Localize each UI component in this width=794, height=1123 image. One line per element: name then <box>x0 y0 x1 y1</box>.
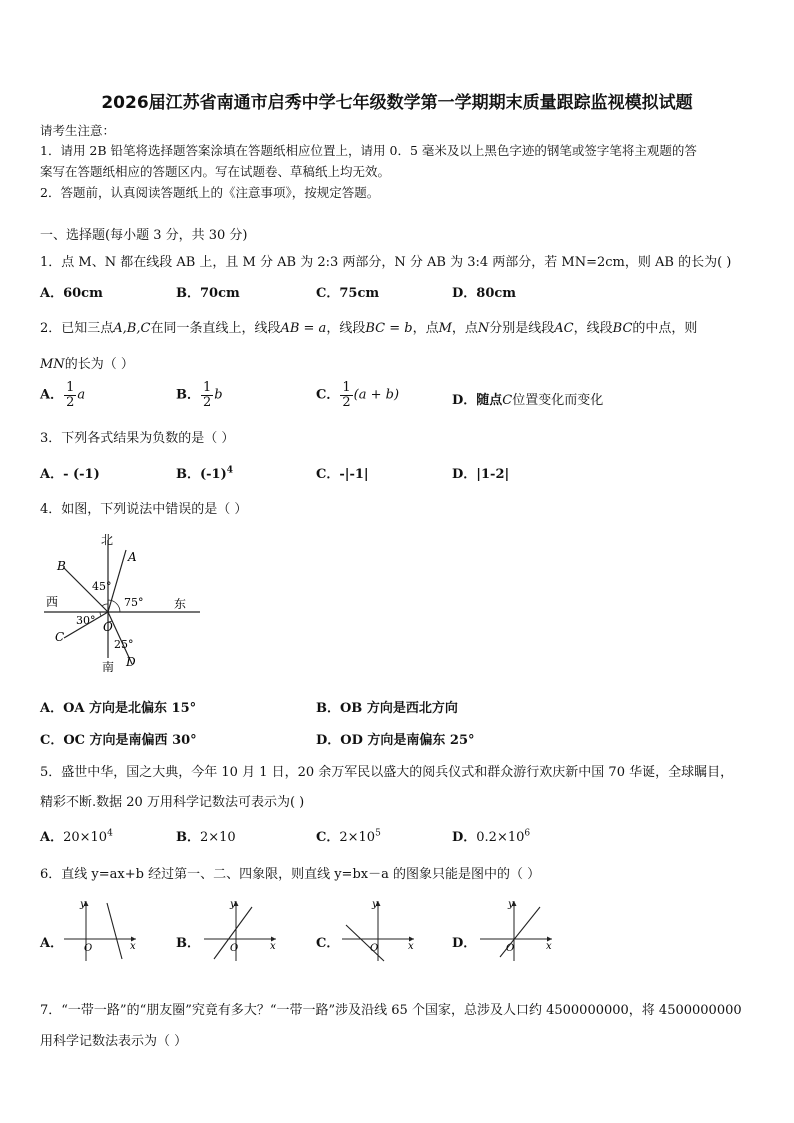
point-d-label: D <box>126 655 136 669</box>
q4-option-c: C．OC 方向是南偏西 30° <box>40 733 197 748</box>
q3-option-a: A．- (-1) <box>40 467 100 482</box>
notice-item-2: 2．答题前，认真阅读答题纸上的《注意事项》，按规定答题。 <box>40 185 380 200</box>
q3-option-d: D．|1-2| <box>452 467 510 482</box>
q5-option-a: A．$20\times 10^4$ <box>40 828 113 845</box>
q2-option-d: D．随点C位置变化而变化 <box>452 393 604 408</box>
q6-graph-d <box>476 895 556 963</box>
q7-stem-line-1: 7．“一带一路”的“朋友圈”究竟有多大？“一带一路”涉及沿线 65 个国家，总涉及人口约 4500000000，将 4500000000 <box>40 1003 742 1018</box>
y-axis-label: y <box>230 899 236 910</box>
q6-stem: 6．直线 y=ax+b 经过第一、二、四象限，则直线 y=bx－a 的图象只能是图中的（ ） <box>40 867 541 882</box>
q4-option-b: B．OB 方向是西北方向 <box>316 701 458 716</box>
angle-45-label: 45° <box>92 580 112 593</box>
q7-stem-line-2: 用科学记数法表示为（ ） <box>40 1034 188 1049</box>
q4-stem: 4．如图，下列说法中错误的是（ ） <box>40 502 248 517</box>
q6-graph-b <box>200 895 280 963</box>
q2-stem-line-2: MN的长为（ ） <box>40 357 134 372</box>
page-title: 2026届江苏省南通市启秀中学七年级数学第一学期期末质量跟踪监视模拟试题 <box>101 93 693 113</box>
q5-option-b: B．2×10 <box>176 830 236 845</box>
q5-option-d: D．$0.2\times 10^6$ <box>452 828 531 845</box>
q1-option-c: C．75cm <box>316 286 380 301</box>
q2-stem: 2．已知三点A,B,C在同一条直线上，线段AB = a，线段BC = b，点M，点N分别是线段AC，线段BC的中点，则 <box>40 321 698 336</box>
origin-o-label: O <box>103 620 113 634</box>
point-a-label: A <box>128 550 137 564</box>
q6-graph-a <box>60 895 140 963</box>
angle-25-label: 25° <box>114 638 134 651</box>
q4-option-a: A．OA 方向是北偏东 15° <box>40 701 197 716</box>
q3-option-b: B．$(-1)^4$ <box>176 465 233 482</box>
angle-arc-45 <box>102 604 108 606</box>
q3-option-c: C．-|-1| <box>316 467 369 482</box>
compass-direction-figure <box>40 530 215 675</box>
q6-option-d-label: D． <box>452 936 477 951</box>
q2-option-b: B． $\frac{1}{2}$ b <box>176 380 223 410</box>
point-c-label: C <box>55 630 65 644</box>
notice-item-1-line-1: 1．请用 2B 铅笔将选择题答案涂填在答题纸相应位置上，请用 0．5 毫米及以上黑色字迹的钢笔或签字笔将主观题的答 <box>40 143 697 158</box>
q1-option-d: D．80cm <box>452 286 517 301</box>
q5-option-c: C．$2\times 10^5$ <box>316 828 381 845</box>
notice-heading: 请考生注意： <box>40 123 116 138</box>
west-label: 西 <box>46 595 59 609</box>
q3-stem: 3．下列各式结果为负数的是（ ） <box>40 431 235 446</box>
q2-option-c: C． $\frac{1}{2}$ (a + b) <box>316 380 400 410</box>
north-label: 北 <box>101 533 114 547</box>
origin-label: O <box>370 943 379 954</box>
origin-label: O <box>84 943 93 954</box>
q5-stem-line-1: 5．盛世中华，国之大典，今年 10 月 1 日，20 余万军民以盛大的阅兵仪式和群众游行欢庆新中国 70 华诞，全球瞩目， <box>40 765 734 780</box>
origin-label: O <box>230 943 239 954</box>
y-axis-label: y <box>372 899 378 910</box>
angle-75-label: 75° <box>124 596 144 609</box>
x-axis-label: x <box>408 941 414 952</box>
q4-option-d: D．OD 方向是南偏东 25° <box>316 733 475 748</box>
q1-option-a: A．60cm <box>40 286 103 301</box>
q1-stem: 1．点 M、N 都在线段 AB 上，且 M 分 AB 为 2:3 两部分，N 分 AB 为 3:4 两部分，若 MN=2cm，则 AB 的长为( ) <box>40 255 732 270</box>
q6-graph-c <box>338 895 418 963</box>
section-heading: 一、选择题(每小题 3 分，共 30 分) <box>40 228 248 243</box>
x-axis-label: x <box>130 941 136 952</box>
q6-option-c-label: C． <box>316 936 340 951</box>
notice-item-1-line-2: 案写在答题纸相应的答题区内。写在试题卷、草稿纸上均无效。 <box>40 164 391 179</box>
q1-option-b: B．70cm <box>176 286 240 301</box>
point-b-label: B <box>57 559 66 573</box>
y-axis-label: y <box>80 899 86 910</box>
q6-option-b-label: B． <box>176 936 200 951</box>
x-axis-label: x <box>546 941 552 952</box>
south-label: 南 <box>102 660 115 674</box>
angle-30-label: 30° <box>76 614 96 627</box>
y-axis-label: y <box>508 899 514 910</box>
q5-stem-line-2: 精彩不断.数据 20 万用科学记数法可表示为( ) <box>40 795 305 810</box>
east-label: 东 <box>174 597 187 611</box>
q6-line-a <box>107 903 122 959</box>
origin-label: O <box>506 943 515 954</box>
q2-option-a: A． $\frac{1}{2}$ a <box>40 380 86 410</box>
x-axis-label: x <box>270 941 276 952</box>
q6-option-a-label: A． <box>40 936 64 951</box>
